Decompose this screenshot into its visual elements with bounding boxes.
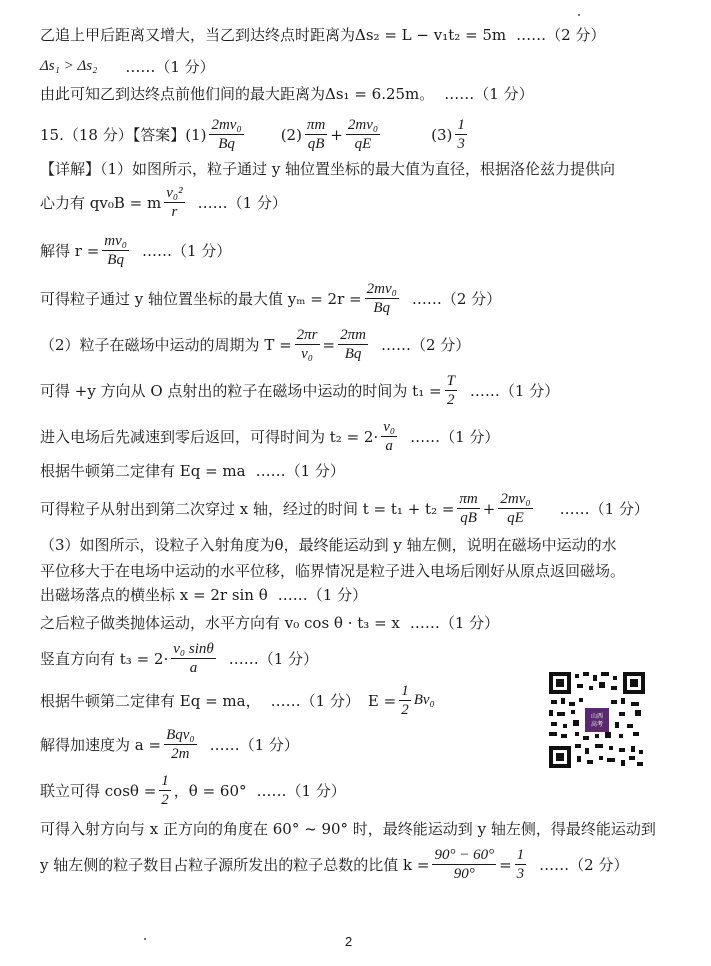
fraction bbox=[338, 326, 368, 363]
den: Bq bbox=[218, 136, 235, 152]
den: 3 bbox=[516, 866, 525, 882]
fraction bbox=[159, 772, 171, 809]
fraction bbox=[432, 846, 496, 883]
text: ，θ = 60° bbox=[173, 782, 247, 800]
den: qE bbox=[354, 136, 372, 152]
plus: + bbox=[330, 125, 343, 144]
den: qB bbox=[307, 136, 325, 152]
fraction bbox=[295, 326, 320, 363]
text: 解得加速度为 a = bbox=[40, 736, 162, 754]
fraction bbox=[102, 232, 129, 269]
answer-2b bbox=[346, 116, 380, 153]
line-angle-range bbox=[40, 818, 656, 839]
text: 平位移大于在电场中运动的水平位移，临界情况是粒子进入电场后刚好从原点返回磁场。 bbox=[40, 562, 626, 580]
fraction bbox=[515, 846, 527, 883]
answer-2a bbox=[305, 116, 327, 153]
line-accel bbox=[40, 726, 299, 763]
equals: = bbox=[499, 855, 512, 874]
line-total-time bbox=[40, 490, 649, 527]
den: Bq bbox=[373, 300, 391, 316]
den: a bbox=[189, 660, 198, 676]
fraction bbox=[498, 490, 532, 527]
text: y 轴左侧的粒子数目占粒子源所发出的粒子总数的比值 k = bbox=[40, 856, 430, 874]
num: 2mv₀ bbox=[500, 491, 531, 507]
fraction bbox=[365, 280, 399, 317]
num: 1 bbox=[516, 847, 525, 863]
score: ……（1 分） bbox=[469, 382, 560, 400]
answer-1 bbox=[209, 116, 243, 153]
q15-label: 15.（18 分）【答案】(1) bbox=[40, 126, 207, 144]
den: 2 bbox=[446, 392, 455, 408]
fraction bbox=[445, 372, 457, 409]
num: 1 bbox=[457, 117, 465, 133]
equals: = bbox=[322, 335, 336, 354]
num: v₀ sinθ bbox=[173, 641, 214, 657]
den: qB bbox=[460, 510, 477, 526]
num: 1 bbox=[401, 683, 409, 699]
den: 3 bbox=[457, 136, 465, 152]
num: 2πm bbox=[340, 327, 366, 343]
score: ……（2 分） bbox=[539, 856, 629, 874]
plus: + bbox=[482, 499, 496, 518]
qr-label-2: 高考 bbox=[590, 721, 604, 728]
speck bbox=[144, 938, 146, 940]
line-detail-1 bbox=[40, 158, 615, 179]
line-part3-1 bbox=[40, 534, 617, 555]
answer-3 bbox=[455, 116, 467, 153]
text: （2）粒子在磁场中运动的周期为 T = bbox=[40, 336, 292, 354]
score: ……（1 分） bbox=[270, 692, 360, 710]
score: ……（1 分） bbox=[125, 58, 215, 76]
num: T bbox=[446, 373, 455, 389]
text: Bv₀ bbox=[413, 692, 435, 708]
den: 2m bbox=[171, 746, 190, 762]
num: 2mv₀ bbox=[347, 117, 379, 133]
part-2-label: (2) bbox=[280, 125, 302, 144]
text: 可得 +y 方向从 O 点射出的粒子在磁场中运动的时间为 t₁ = bbox=[40, 382, 442, 400]
line-cos bbox=[40, 772, 346, 809]
line-horizontal bbox=[40, 612, 499, 633]
line-newton-2 bbox=[40, 682, 435, 719]
num: 2mv₀ bbox=[366, 281, 397, 297]
line-newton-1 bbox=[40, 460, 345, 481]
line-ymax bbox=[40, 280, 501, 317]
line-x-coord bbox=[40, 584, 367, 605]
num: 2πr bbox=[296, 327, 318, 343]
fraction bbox=[164, 184, 184, 221]
score: ……（1 分） bbox=[277, 586, 368, 604]
page-number: 2 bbox=[345, 934, 353, 949]
line-3 bbox=[40, 83, 534, 104]
text: 进入电场后先减速到零后返回，可得时间为 t₂ = 2· bbox=[40, 428, 379, 446]
fraction bbox=[164, 726, 197, 763]
den: a bbox=[385, 438, 393, 454]
num: 1 bbox=[161, 773, 169, 789]
line-t1 bbox=[40, 372, 559, 409]
text: 可得粒子通过 y 轴位置坐标的最大值 yₘ = 2r = bbox=[40, 290, 362, 308]
score: ……（1 分） bbox=[228, 650, 319, 668]
den: v₀ bbox=[301, 346, 314, 362]
score: ……（1 分） bbox=[209, 736, 299, 754]
fraction bbox=[399, 682, 411, 719]
line-part3-2 bbox=[40, 560, 625, 581]
text: 根据牛顿第二定律有 Eq = ma bbox=[40, 462, 246, 480]
score: ……（1 分） bbox=[255, 462, 345, 480]
den: 90° bbox=[453, 866, 475, 882]
line-centripetal bbox=[40, 184, 287, 221]
num: mv₀ bbox=[104, 233, 127, 249]
line-1 bbox=[40, 24, 605, 45]
score: ……（1 分） bbox=[197, 194, 287, 212]
text: 【详解】（1）如图所示，粒子通过 y 轴位置坐标的最大值为直径，根据洛伦兹力提供向 bbox=[40, 160, 616, 178]
score: ……（2 分） bbox=[411, 290, 502, 308]
q15-answer-line bbox=[40, 116, 470, 153]
num: 2mv₀ bbox=[211, 117, 242, 133]
text: 出磁场落点的横坐标 x = 2r sin θ bbox=[40, 586, 268, 604]
text: 之后粒子做类抛体运动，水平方向有 v₀ cos θ · t₃ = x bbox=[40, 614, 400, 632]
text: 乙追上甲后距离又增大，当乙到达终点时距离为Δs₂ = L − v₁t₂ = 5m bbox=[40, 26, 507, 44]
line-t2 bbox=[40, 418, 499, 455]
den: r bbox=[171, 204, 178, 220]
line-2 bbox=[40, 56, 215, 77]
text: Δs₁ > Δs₂ bbox=[40, 58, 98, 74]
num: πm bbox=[306, 117, 326, 133]
text: 根据牛顿第二定律有 Eq = ma， bbox=[40, 692, 261, 710]
num: πm bbox=[459, 491, 478, 507]
part-3-label: (3) bbox=[431, 125, 453, 144]
e-equals: E = bbox=[367, 691, 397, 710]
score: ……（2 分） bbox=[516, 26, 606, 44]
score: ……（2 分） bbox=[380, 336, 471, 354]
den: qE bbox=[507, 510, 524, 526]
text: （3）如图所示，设粒子入射角度为θ，最终能运动到 y 轴左侧，说明在磁场中运动的水 bbox=[40, 536, 617, 554]
qr-code bbox=[549, 672, 645, 768]
score: ……（1 分） bbox=[559, 500, 649, 518]
den: Bq bbox=[107, 252, 124, 268]
text: 心力有 qv₀B = m bbox=[40, 194, 162, 212]
num: v₀² bbox=[166, 185, 183, 201]
score: ……（1 分） bbox=[410, 428, 500, 446]
den: 2 bbox=[401, 702, 409, 718]
qr-label-1: 山西 bbox=[590, 713, 604, 720]
text: 可得入射方向与 x 正方向的角度在 60° ~ 90° 时，最终能运动到 y 轴左侧，得最终能运动到 bbox=[40, 820, 656, 838]
score: ……（1 分） bbox=[444, 85, 534, 103]
score: ……（1 分） bbox=[409, 614, 500, 632]
den: 2 bbox=[161, 792, 169, 808]
speck bbox=[578, 14, 580, 16]
text: 联立可得 cosθ = bbox=[40, 782, 157, 800]
fraction bbox=[171, 640, 216, 677]
line-radius bbox=[40, 232, 231, 269]
text: 解得 r = bbox=[40, 242, 100, 260]
num: v₀ bbox=[383, 419, 396, 435]
line-ratio bbox=[40, 846, 628, 883]
fraction bbox=[457, 490, 479, 527]
den: Bq bbox=[344, 346, 362, 362]
num: Bqv₀ bbox=[166, 727, 195, 743]
text: 竖直方向有 t₃ = 2· bbox=[40, 650, 169, 668]
score: ……（1 分） bbox=[256, 782, 346, 800]
num: 90° − 60° bbox=[434, 847, 495, 863]
text: 由此可知乙到达终点前他们间的最大距离为Δs₁ = 6.25m。 bbox=[40, 85, 435, 103]
text: 可得粒子从射出到第二次穿过 x 轴，经过的时间 t = t₁ + t₂ = bbox=[40, 500, 455, 518]
fraction bbox=[381, 418, 397, 455]
score: ……（1 分） bbox=[142, 242, 232, 260]
line-period bbox=[40, 326, 470, 363]
line-vertical bbox=[40, 640, 318, 677]
